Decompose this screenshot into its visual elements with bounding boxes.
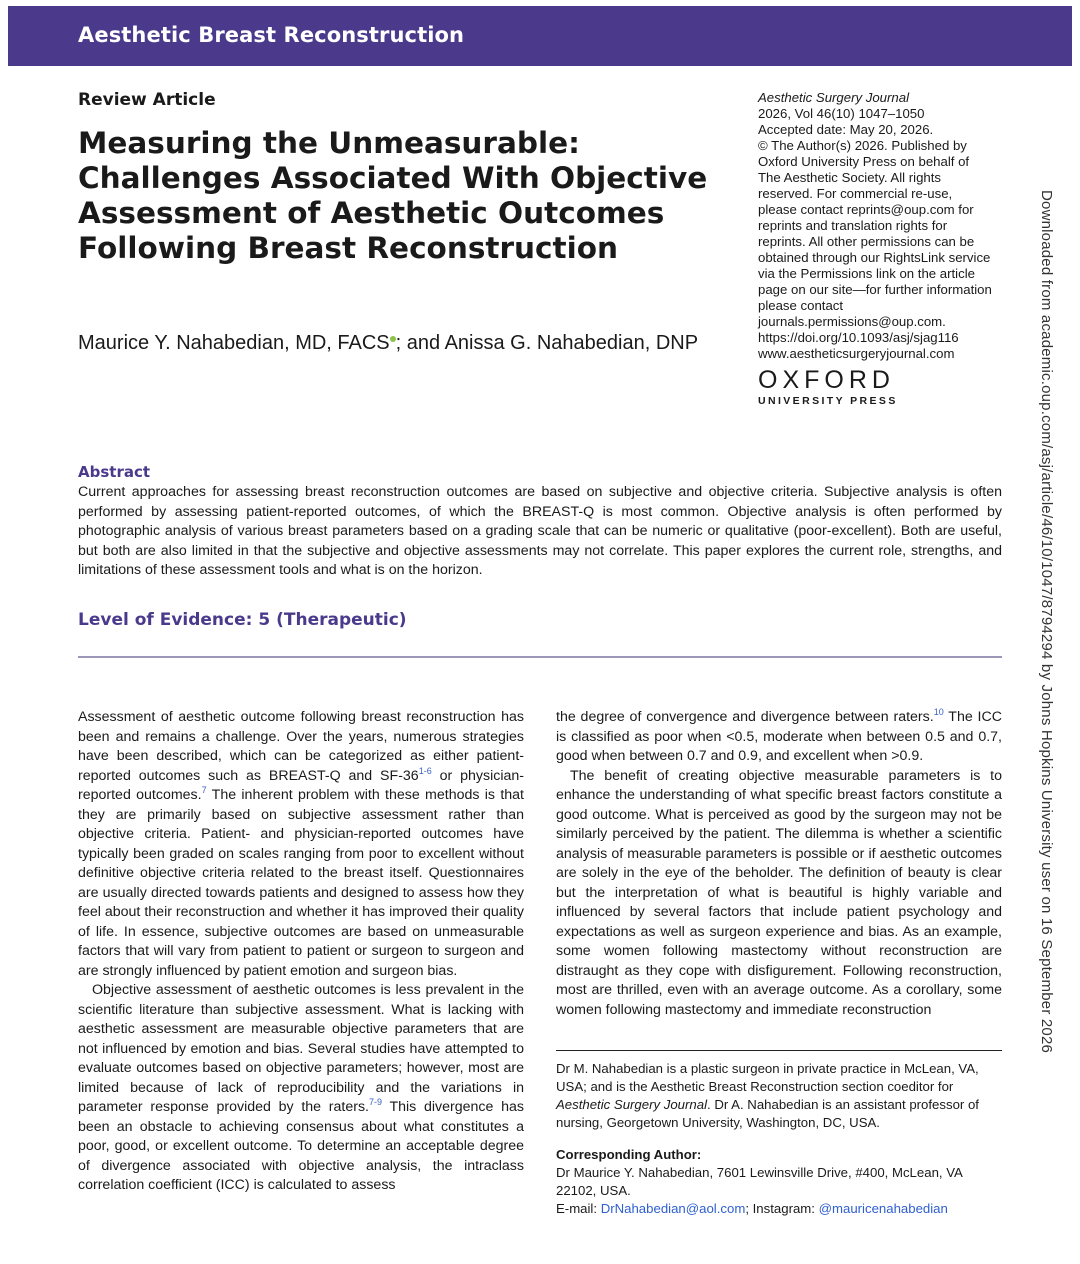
article-title: Measuring the Unmeasurable: Challenges Associated With Objective Assessment of Aesthetic Outcomes Following Breast Reconstruction — [78, 126, 708, 265]
body-column-left — [78, 708, 524, 1196]
meta-line: © The Author(s) 2026. Published by — [758, 138, 967, 153]
author-affiliations: Dr M. Nahabedian is a plastic surgeon in private practice in McLean, VA, USA; and is the Aesthetic Breast Reconstruction section coeditor for Aesthetic Surgery Journal. Dr A. Nahabedian is an assistant professor of nursing, Georgetown University, Washington, DC, USA. — [556, 1061, 979, 1130]
email-link[interactable]: DrNahabedian@aol.com — [600, 1201, 746, 1216]
publisher-subname: UNIVERSITY PRESS — [758, 395, 898, 407]
body-paragraph: Objective assessment of aesthetic outcomes is less prevalent in the scientific literature than subjective assessment. What is lacking with aesthetic assessment are measurable objective parameters that are not influenced by emotion and bias. Several studies have attempted to evaluate outcomes based on objective parameters; however, most are limited because of lack of reproducibility and the variations in parameter response provided by the raters.$^{7-9}$ This divergence has been an obstacle to achieving consensus about what constitutes a poor, good, or excellent outcome. To determine an acceptable degree of divergence associated with objective analysis, the intraclass correlation coefficient (ICC) is calculated to assess — [78, 982, 524, 1193]
body-paragraph: the degree of convergence and divergence between raters.$^{10}$ The ICC is classified as poor when <0.5, moderate when between 0.5 and 0.7, good when between 0.7 and 0.9, and excellent when >0.9. — [556, 707, 1002, 764]
meta-line: obtained through our RightsLink service — [758, 250, 991, 265]
instagram-link[interactable]: @mauricenahabedian — [818, 1201, 948, 1216]
author-2: ; and Anissa G. Nahabedian, DNP — [395, 332, 699, 354]
meta-line: via the Permissions link on the article — [758, 266, 975, 281]
meta-line: reserved. For commercial re-use, — [758, 186, 953, 201]
journal-website[interactable]: www.aestheticsurgeryjournal.com — [758, 346, 955, 361]
meta-line: reprints. All other permissions can be — [758, 234, 975, 249]
publisher-logo — [758, 366, 898, 407]
journal-meta — [758, 90, 1008, 362]
citation-link[interactable]: 7-9 — [368, 1097, 382, 1107]
section-banner — [8, 6, 1072, 66]
corresponding-address: Dr Maurice Y. Nahabedian, 7601 Lewinsville Drive, #400, McLean, VA 22102, USA. — [556, 1165, 963, 1198]
section-divider — [78, 656, 1002, 658]
body-paragraph: The benefit of creating objective measurable parameters is to enhance the understanding of what specific breast factors constitute a good outcome. What is perceived as good by the surgeon may not be similarly perceived by the patient. The dilemma is whether a scientific analysis of measurable parameters is possible or if aesthetic outcomes are solely in the eye of the beholder. The definition of beauty is clear but the interpretation of what is beautiful is highly variable and influenced by several factors that include patient psychology and expectations as well as surgeon experience and bias. As an example, some women following mastectomy without reconstruction are distraught as they cope with disfigurement. Following reconstruction, most are thrilled, even with an average outcome. As a corollary, some women following mastectomy and immediate reconstruction — [556, 767, 1002, 1018]
banner-title: Aesthetic Breast Reconstruction — [78, 23, 465, 47]
article-type: Review Article — [78, 90, 216, 110]
body-column-right — [556, 708, 1002, 1020]
meta-line: please contact — [758, 298, 844, 313]
meta-line: page on our site—for further information — [758, 282, 992, 297]
level-of-evidence: Level of Evidence: 5 (Therapeutic) — [78, 610, 407, 630]
body-paragraph: Assessment of aesthetic outcome following breast reconstruction has been and remains a challenge. Over the years, numerous strategies have been described, which can be categorized as either patient-reported outcomes such as BREAST-Q and SF-36$^{1-6}$ or physician-reported outcomes.$^7$ The inherent problem with these methods is that they are primarily based on subjective assessment rather than objective criteria. Patient- and physician-reported outcomes have typically been graded on scales ranging from poor to excellent without definitive objective criteria related to the breast itself. Questionnaires are usually directed towards patients and designed to assess how they feel about their reconstruction and whether it has improved their quality of life. In essence, subjective outcomes are based on unmeasurable factors that will vary from patient to patient or surgeon to surgeon and are strongly influenced by patient emotion and surgeon bias. — [78, 709, 524, 979]
author-list — [78, 332, 698, 355]
meta-line: Oxford University Press on behalf of — [758, 154, 970, 169]
abstract-heading: Abstract — [78, 463, 151, 481]
meta-line: The Aesthetic Society. All rights — [758, 170, 942, 185]
abstract-text: Current approaches for assessing breast reconstruction outcomes are based on subjective and objective criteria. Subjective analysis is often performed by assessing patient-reported outcomes, of which the BREAST-Q is most common. Objective analysis is often performed by photographic analysis of various breast parameters based on a grading scale that can be numeric or qualitative (poor-excellent). Both are useful, but both are also limited in that the subjective and objective assessments may not correlate. This paper explores the current role, strengths, and limitations of these assessment tools and what is on the horizon. — [78, 484, 1002, 578]
publisher-name: OXFORD — [758, 366, 895, 394]
footnote-divider — [556, 1050, 1002, 1051]
meta-line: Accepted date: May 20, 2026. — [758, 122, 934, 137]
citation-link[interactable]: 1-6 — [418, 765, 432, 776]
contact-line: E-mail: DrNahabedian@aol.com; Instagram: @mauricenahabedian — [556, 1201, 948, 1216]
citation-link[interactable]: 7 — [201, 785, 207, 795]
meta-line: 2026, Vol 46(10) 1047–1050 — [758, 106, 925, 121]
download-notice — [1031, 190, 1055, 1054]
author-1[interactable]: Maurice Y. Nahabedian, MD, FACS — [78, 332, 390, 354]
meta-line: please contact reprints@oup.com for — [758, 202, 974, 217]
meta-line: journals.permissions@oup.com. — [758, 314, 946, 329]
journal-name: Aesthetic Surgery Journal — [758, 90, 909, 105]
corresponding-heading: Corresponding Author: — [556, 1147, 702, 1162]
citation-link[interactable]: 10 — [933, 707, 944, 717]
doi-link[interactable]: https://doi.org/10.1093/asj/sjag116 — [758, 330, 959, 345]
download-notice-text: Downloaded from academic.oup.com/asj/article/46/10/1047/8794294 by Johns Hopkins University user on 16 September 2026 — [1038, 190, 1055, 1054]
meta-line: reprints and translation rights for — [758, 218, 948, 233]
footnote — [556, 1060, 1002, 1218]
